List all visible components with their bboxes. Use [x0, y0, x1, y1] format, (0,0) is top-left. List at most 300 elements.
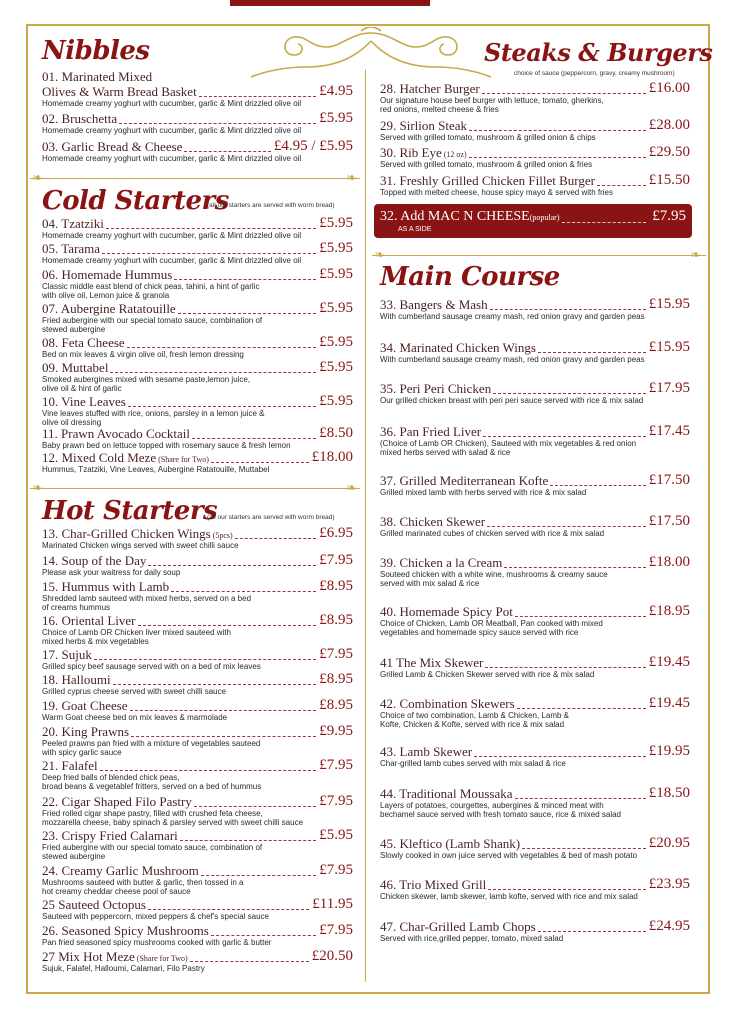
menu-item-description: Classic middle east blend of chick peas, tahini, a hint of garlic: [42, 282, 260, 291]
menu-item-name-text: 14. Soup of the Day: [42, 553, 147, 568]
menu-item-price: £15.95: [648, 339, 690, 355]
hot-starters-note: (all our starters are served with worm bread): [207, 514, 335, 521]
menu-item-description: Homemade creamy yoghurt with cucumber, garlic & Mint drizzled olive oil: [42, 99, 302, 108]
menu-item-description: stewed aubergine: [42, 325, 106, 334]
menu-item-name: [42, 336, 125, 350]
menu-item: [380, 298, 690, 328]
menu-item-price: £24.95: [648, 918, 690, 934]
menu-item-name-text: 20. King Prawns: [42, 724, 130, 739]
column-divider: [365, 70, 366, 982]
menu-item-price: £11.95: [312, 896, 353, 912]
menu-item: [380, 556, 690, 586]
menu-item-leader: [190, 961, 309, 962]
menu-item: [380, 474, 690, 504]
menu-item-price: £5.95: [319, 215, 353, 231]
menu-item-leader: [490, 309, 646, 310]
menu-item-description: mixed herbs & mix vegetables: [42, 637, 149, 646]
menu-item-description: Pan fried seasoned spicy mushrooms cooked with garlic & butter: [42, 938, 272, 947]
menu-item: [380, 515, 690, 545]
menu-item-leader: [199, 96, 317, 97]
menu-item-name-text: 43. Lamb Skewer: [380, 744, 473, 759]
divider-line-2: [30, 488, 360, 489]
menu-item-price: £9.95: [319, 723, 353, 739]
menu-item-price: £7.95: [319, 922, 353, 938]
menu-item: [42, 268, 353, 298]
menu-item-price: £20.95: [648, 835, 690, 851]
menu-item-note: (12 oz): [441, 150, 467, 159]
menu-item-name: [42, 673, 111, 687]
menu-item-name-text: 26. Seasoned Spicy Mushrooms: [42, 923, 209, 938]
menu-item-description: Hummus, Tzatziki, Vine Leaves, Aubergine Ratatouille, Muttabel: [42, 465, 270, 474]
menu-item-description: bechamel sauce served with fresh tomato sauce, rice & mixed salad: [380, 810, 622, 819]
menu-item-description: hot creamy cheddar cheese pool of sauce: [42, 887, 191, 896]
menu-item: [42, 395, 353, 425]
menu-item-leader: [469, 130, 646, 131]
menu-item-price: £7.95: [319, 862, 353, 878]
menu-item-price: £28.00: [648, 117, 690, 133]
menu-item: [42, 451, 353, 481]
menu-item-price: £17.50: [648, 513, 690, 529]
menu-item: [42, 795, 353, 825]
menu-item: [380, 382, 690, 412]
menu-item-price: £4.95: [319, 83, 353, 99]
menu-item-name-text: 45. Kleftico (Lamb Shank): [380, 836, 521, 851]
menu-item-description: of creams hummus: [42, 603, 111, 612]
menu-item-name-text: 37. Grilled Mediterranean Kofte: [380, 473, 549, 488]
menu-item-name-text: Olives & Warm Bread Basket: [42, 84, 197, 99]
menu-item-name: [42, 898, 146, 912]
menu-item: [380, 837, 690, 867]
menu-item-name-text: 02. Bruschetta: [42, 111, 118, 126]
menu-item-name-text: 15. Hummus with Lamb: [42, 579, 170, 594]
menu-item-price: £23.95: [648, 876, 690, 892]
menu-item-name: [380, 745, 472, 759]
menu-item-price: £5.95: [319, 240, 353, 256]
menu-item-leader: [235, 538, 317, 539]
flourish-icon: ❧: [690, 248, 701, 263]
menu-item-price: £5.95: [319, 334, 353, 350]
menu-item-name: [42, 725, 129, 739]
menu-item-name-text: 47. Char-Grilled Lamb Chops: [380, 919, 536, 934]
menu-item-name: [380, 82, 480, 96]
menu-item-note: (5pcs): [210, 531, 233, 540]
menu-item-leader: [128, 406, 316, 407]
menu-item-leader: [94, 659, 316, 660]
menu-item-price: £19.45: [648, 695, 690, 711]
menu-item-description: Mushrooms sauteed with butter & garlic, then tossed in a: [42, 878, 244, 887]
menu-item: [42, 69, 353, 108]
menu-item-description: with olive oil, Lemon juice & granola: [42, 291, 170, 300]
menu-item-price: £17.50: [648, 472, 690, 488]
menu-item-description: Grilled spicy beef sausage served with on a bed of mix leaves: [42, 662, 261, 671]
menu-item-name: [380, 878, 486, 892]
menu-item-description: Served with grilled tomato, mushroom & grilled onion & fries: [380, 160, 593, 169]
menu-item-leader: [138, 625, 317, 626]
menu-item-price: £8.95: [319, 697, 353, 713]
flourish-icon: ❧: [374, 248, 385, 263]
cold-starters-note: (all our starters are served with worm bread): [207, 202, 335, 209]
menu-item-leader: [515, 798, 646, 799]
menu-item-price: £19.95: [648, 743, 690, 759]
menu-item-leader: [538, 931, 646, 932]
menu-item-price: £19.45: [648, 654, 690, 670]
section-title-hot-starters: Hot Starters: [42, 496, 218, 526]
menu-item-name: [380, 697, 515, 711]
menu-item-name-text: 19. Goat Cheese: [42, 698, 128, 713]
menu-item-description: mixed herbs served with salad & rice: [380, 448, 511, 457]
menu-item-leader: [194, 806, 316, 807]
menu-item-description: Marinated Chicken wings served with sweet chilli sauce: [42, 541, 239, 550]
menu-item-name-text: 34. Marinated Chicken Wings: [380, 340, 536, 355]
menu-item-description: broad beans & vegetablef fritters, served on a bed of hummus: [42, 782, 262, 791]
menu-item-price: £17.95: [648, 380, 690, 396]
menu-item-description: Homemade creamy yoghurt with cucumber, garlic & Mint drizzled olive oil: [42, 154, 302, 163]
menu-item-price: £17.45: [648, 423, 690, 439]
menu-item-name: [380, 837, 520, 851]
menu-item-description: Vine leaves stuffed with rice, onions, parsley in a lemon juice &: [42, 409, 265, 418]
menu-item-leader: [178, 313, 317, 314]
section-title-nibbles: Nibbles: [42, 36, 150, 66]
menu-item-name-text: 36. Pan Fried Liver: [380, 424, 482, 439]
menu-item-description: olive oil dressing: [42, 418, 102, 427]
menu-item: [42, 614, 353, 644]
menu-item-leader: [485, 667, 645, 668]
menu-item-name-text: 12. Mixed Cold Meze: [42, 450, 157, 465]
menu-item-leader: [171, 591, 316, 592]
menu-item-name: [42, 580, 169, 594]
menu-item-name-text: 07. Aubergine Ratatouille: [42, 301, 176, 316]
menu-item-leader: [482, 93, 646, 94]
menu-item-leader: [148, 909, 309, 910]
menu-item-name: [42, 268, 172, 282]
menu-item-description: served with mix salad & rice: [380, 579, 480, 588]
sauce-choice-note: choice of sauce (peppercorn, gravy, creamy mushroom): [514, 70, 675, 77]
menu-item-description: Grilled Lamb & Chicken Skewer served with rice & mix salad: [380, 670, 595, 679]
menu-item-name-text: 17. Sujuk: [42, 647, 92, 662]
menu-item-leader: [102, 253, 316, 254]
menu-item-description: Grilled mixed lamb with herbs served with rice & mix salad: [380, 488, 587, 497]
menu-item-leader: [515, 616, 646, 617]
menu-item-name-text: 03. Garlic Bread & Cheese: [42, 139, 183, 154]
menu-item-name-text: 46. Trio Mixed Grill: [380, 877, 487, 892]
menu-item-leader: [201, 875, 317, 876]
menu-item-name-text: 08. Feta Cheese: [42, 335, 125, 350]
menu-item-name: [380, 119, 467, 133]
menu-item-price: £5.95: [319, 110, 353, 126]
menu-item-price: £7.95: [319, 552, 353, 568]
menu-item-description: (Choice of Lamb OR Chicken), Sauteed with mix vegetables & red onion: [380, 439, 637, 448]
menu-item-leader: [504, 567, 645, 568]
menu-item-description: with spicy garlic sauce: [42, 748, 122, 757]
menu-item-description: Fried aubergine with our special tomato sauce, combination of: [42, 843, 263, 852]
menu-item-name: [380, 787, 513, 801]
addon-price: £7.95: [652, 208, 686, 224]
menu-item-name: [380, 656, 483, 670]
menu-item-name: [42, 759, 98, 773]
menu-item-name-text: 29. Sirlion Steak: [380, 118, 468, 133]
menu-item-description: Homemade creamy yoghurt with cucumber, garlic & Mint drizzled olive oil: [42, 231, 302, 240]
menu-item-description: Sauteed with peppercorn, mixed peppers & chef's special sauce: [42, 912, 269, 921]
menu-item-name-text: 10. Vine Leaves: [42, 394, 126, 409]
flourish-icon: ❧: [346, 171, 357, 186]
menu-item-name: [42, 302, 176, 316]
divider-line-3: [372, 255, 706, 256]
menu-item-price: £18.00: [311, 449, 353, 465]
menu-item-leader: [130, 710, 317, 711]
menu-item-price: £4.95 / £5.95: [273, 138, 353, 154]
menu-item-description: Kofte, Chicken & Kofte, served with rice & mix salad: [380, 720, 565, 729]
menu-item-name: [380, 174, 595, 188]
addon-leader: [562, 222, 646, 223]
menu-item-price: £5.95: [319, 827, 353, 843]
menu-item-name-text: 04. Tzatziki: [42, 216, 104, 231]
menu-item-name: [380, 341, 536, 355]
menu-item-leader: [148, 565, 316, 566]
menu-item: [380, 174, 690, 204]
menu-item-description: red onions, melted cheese & fries: [380, 105, 499, 114]
menu-item-name-text: 30. Rib Eye: [380, 145, 442, 160]
menu-item-name: [42, 140, 182, 154]
menu-item-name-text: 13. Char-Grilled Chicken Wings: [42, 526, 211, 541]
menu-item-description: Smoked aubergines mixed with sesame paste,lemon juice,: [42, 375, 251, 384]
menu-item-name: [42, 217, 104, 231]
menu-item-name: [42, 427, 190, 441]
menu-item-leader: [113, 684, 317, 685]
menu-item: [380, 697, 690, 727]
menu-item-name: [42, 614, 136, 628]
menu-item-leader: [493, 393, 646, 394]
menu-item-name: [380, 920, 536, 934]
menu-item-description: Sujuk, Falafel, Halloumi, Calamari, Filo Pastry: [42, 964, 205, 973]
menu-item: [380, 425, 690, 455]
menu-item-price: £7.95: [319, 757, 353, 773]
menu-item-name-text: 16. Oriental Liver: [42, 613, 136, 628]
section-title-cold-starters: Cold Starters: [42, 186, 229, 216]
menu-item-price: £18.95: [648, 603, 690, 619]
add-mac-n-cheese-banner: [374, 204, 692, 238]
menu-item-name-text: 18. Halloumi: [42, 672, 111, 687]
menu-item-description: Bed on mix leaves & virgin olive oil, fresh lemon dressing: [42, 350, 244, 359]
flourish-icon: ❧: [32, 171, 43, 186]
menu-item-description: Choice of Chicken, Lamb OR Meatball, Pan cooked with mixed: [380, 619, 603, 628]
menu-item-description: With cumberland sausage creamy mash, red onion gravy and garden peas: [380, 355, 645, 364]
top-accent-bar: [230, 0, 430, 6]
menu-item: [42, 361, 353, 391]
menu-item-name-text: 11. Prawn Avocado Cocktail: [42, 426, 191, 441]
menu-item-name-text: 05. Tarama: [42, 241, 101, 256]
menu-item: [380, 878, 690, 908]
menu-item-description: Layers of potatoes, courgettes, aubergines & minced meat with: [380, 801, 604, 810]
menu-item-description: Served with rice,grilled pepper, tomato, mixed salad: [380, 934, 564, 943]
menu-item-leader: [469, 157, 646, 158]
menu-item-name-text: 41 The Mix Skewer: [380, 655, 484, 670]
menu-item-description: Grilled marinated cubes of chicken served with rice & mix salad: [380, 529, 605, 538]
menu-item-leader: [211, 935, 316, 936]
menu-item-price: £20.50: [311, 948, 353, 964]
menu-item: [380, 656, 690, 686]
menu-item-name-text: 40. Homemade Spicy Pot: [380, 604, 513, 619]
menu-item-name-text: 21. Falafel: [42, 758, 98, 773]
menu-item: [42, 725, 353, 755]
menu-item-name: [42, 829, 178, 843]
divider-line-1: [30, 178, 360, 179]
menu-item-name: [42, 554, 146, 568]
menu-item-description: Choice of Lamb OR Chicken liver mixed sauteed with: [42, 628, 231, 637]
menu-item-leader: [119, 123, 316, 124]
menu-item-price: £8.95: [319, 671, 353, 687]
menu-item-description: Slowly cooked in own juice served with vegetables & bed of mash potato: [380, 851, 638, 860]
menu-item-leader: [174, 279, 316, 280]
menu-item-name: [42, 864, 199, 878]
menu-item-name: [42, 648, 92, 662]
menu-item-description: Please ask your waitress for daily soup: [42, 568, 181, 577]
menu-item-name: [380, 556, 502, 570]
menu-item-leader: [487, 526, 646, 527]
menu-item-leader: [192, 438, 316, 439]
section-title-main-course: Main Course: [380, 262, 560, 292]
menu-item: [380, 920, 690, 950]
menu-item-price: £6.95: [319, 525, 353, 541]
menu-item-name: [380, 515, 485, 529]
flourish-icon: ❧: [32, 481, 43, 496]
menu-item-leader: [211, 462, 309, 463]
menu-item-name-text: 23. Crispy Fried Calamari: [42, 828, 178, 843]
menu-item-price: £16.00: [648, 80, 690, 96]
menu-item-price: £18.50: [648, 785, 690, 801]
section-title-steaks-burgers: Steaks & Burgers: [484, 38, 713, 67]
menu-item-price: £7.95: [319, 646, 353, 662]
menu-item-description: Our grilled chicken breast with peri peri sauce served with rice & mix salad: [380, 396, 644, 405]
menu-item-price: £5.95: [319, 359, 353, 375]
menu-item-name: 01. Marinated Mixed: [42, 69, 153, 84]
menu-item: [380, 745, 690, 775]
menu-item-name: [380, 298, 488, 312]
menu-item-price: £5.95: [319, 266, 353, 282]
menu-item-description: Shredded lamb sauteed with mixed herbs, served on a bed: [42, 594, 252, 603]
menu-item-name: [380, 474, 548, 488]
menu-item-price: £8.50: [319, 425, 353, 441]
menu-item-leader: [110, 372, 316, 373]
menu-item-description: Souteed chicken with a white wine, mushrooms & creamy sauce: [380, 570, 608, 579]
menu-item-description: Warm Goat cheese bed on mix leaves & marmolade: [42, 713, 228, 722]
menu-item: [42, 759, 353, 789]
addon-sub: AS A SIDE: [398, 226, 432, 233]
menu-item-leader: [474, 756, 646, 757]
menu-item-price: £15.50: [648, 172, 690, 188]
menu-item: [42, 140, 353, 170]
menu-item-name: [42, 795, 192, 809]
menu-item-name-text: 38. Chicken Skewer: [380, 514, 486, 529]
menu-item-description: Homemade creamy yoghurt with cucumber, garlic & Mint drizzled olive oil: [42, 256, 302, 265]
menu-item-name: [42, 395, 126, 409]
menu-item: [380, 146, 690, 176]
menu-item-name: [42, 85, 197, 99]
menu-item: [380, 82, 690, 112]
menu-item: [42, 302, 353, 332]
menu-item-leader: [517, 708, 646, 709]
menu-item-price: £15.95: [648, 296, 690, 312]
menu-item-leader: [550, 485, 646, 486]
menu-item-description: Baby prawn bed on lettuce topped with rosemary sauce & fresh lemon: [42, 441, 291, 450]
menu-item-leader: [597, 185, 646, 186]
menu-item-leader: [522, 848, 646, 849]
menu-item-leader: [106, 228, 316, 229]
menu-item-price: £7.95: [319, 793, 353, 809]
menu-item-note: (Share for Two): [134, 954, 188, 963]
menu-item-leader: [538, 352, 646, 353]
menu-item-description: Homemade creamy yoghurt with cucumber, garlic & Mint drizzled olive oil: [42, 126, 302, 135]
menu-item-name-text: 31. Freshly Grilled Chicken Fillet Burger: [380, 173, 595, 188]
menu-item-name-text: 42. Combination Skewers: [380, 696, 515, 711]
menu-item-name-text: 27 Mix Hot Meze: [42, 949, 135, 964]
menu-item: [380, 787, 690, 817]
menu-item: [42, 829, 353, 859]
menu-item-price: £8.95: [319, 612, 353, 628]
menu-item-name: [42, 242, 100, 256]
menu-item-name: [42, 112, 117, 126]
menu-item-description: Peeled prawns pan fried with a mixture of vegetables sauteed: [42, 739, 261, 748]
menu-item-description: vegetables and homemade spicy sauce served with rice: [380, 628, 579, 637]
menu-item-leader: [184, 151, 270, 152]
menu-item-name: [380, 605, 513, 619]
menu-item-name-text: 09. Muttabel: [42, 360, 109, 375]
flourish-icon: ❧: [346, 481, 357, 496]
menu-item-description: Char-grilled lamb cubes served with mix salad & rice: [380, 759, 566, 768]
menu-item-name-text: 35. Peri Peri Chicken: [380, 381, 492, 396]
menu-item-name-text: 33. Bangers & Mash: [380, 297, 488, 312]
menu-item-leader: [483, 436, 646, 437]
menu-item-price: £5.95: [319, 393, 353, 409]
menu-item-name: [42, 361, 108, 375]
menu-item-name-text: 22. Cigar Shaped Filo Pastry: [42, 794, 192, 809]
menu-item-price: £8.95: [319, 578, 353, 594]
menu-item: [42, 864, 353, 894]
menu-item-description: Grilled cyprus cheese served with sweet chilli sauce: [42, 687, 227, 696]
menu-item-description: Our signature house beef burger with lettuce, tomato, gherkins,: [380, 96, 604, 105]
menu-item-price: £18.00: [648, 554, 690, 570]
menu-item-name-text: 39. Chicken a la Cream: [380, 555, 503, 570]
menu-item-name-text: 28. Hatcher Burger: [380, 81, 480, 96]
menu-item-leader: [100, 770, 317, 771]
menu-item-leader: [488, 889, 646, 890]
menu-item-name: [380, 382, 491, 396]
menu-item-name-text: 25 Sauteed Octopus: [42, 897, 146, 912]
menu-item-price: £5.95: [319, 300, 353, 316]
addon-name: 32. Add MAC N CHEESE(popular): [380, 209, 560, 224]
menu-item-description: Chicken skewer, lamb skewer, lamb kofte, served with rice and mix salad: [380, 892, 638, 901]
menu-item-description: Fried aubergine with our special tomato sauce, combination of: [42, 316, 263, 325]
menu-item-description: Deep fried balls of blended chick peas,: [42, 773, 180, 782]
menu-item-name: [42, 924, 209, 938]
menu-item-description: Served with grilled tomato, mushroom & grilled onion & chips: [380, 133, 596, 142]
menu-item: [42, 580, 353, 610]
menu-item-description: Fried rolled cigar shape pastry, filled with crushed feta cheese,: [42, 809, 263, 818]
menu-item-description: Topped with melted cheese, house spicy mayo & served with fries: [380, 188, 614, 197]
menu-item-description: stewed aubergine: [42, 852, 106, 861]
menu-item-note: (Share for Two): [156, 455, 209, 464]
menu-item-name-text: 44. Traditional Moussaka: [380, 786, 513, 801]
menu-item: [380, 341, 690, 371]
menu-item-leader: [131, 736, 316, 737]
menu-item-price: £29.50: [648, 144, 690, 160]
menu-item: [380, 605, 690, 635]
menu-item-description: With cumberland sausage creamy mash, red onion gravy and garden peas: [380, 312, 645, 321]
menu-item-name-text: 24. Creamy Garlic Mushroom: [42, 863, 199, 878]
menu-item-leader: [180, 840, 316, 841]
menu-item-name: [380, 425, 481, 439]
menu-item-name-text: 06. Homemade Hummus: [42, 267, 173, 282]
menu-item-leader: [127, 347, 317, 348]
